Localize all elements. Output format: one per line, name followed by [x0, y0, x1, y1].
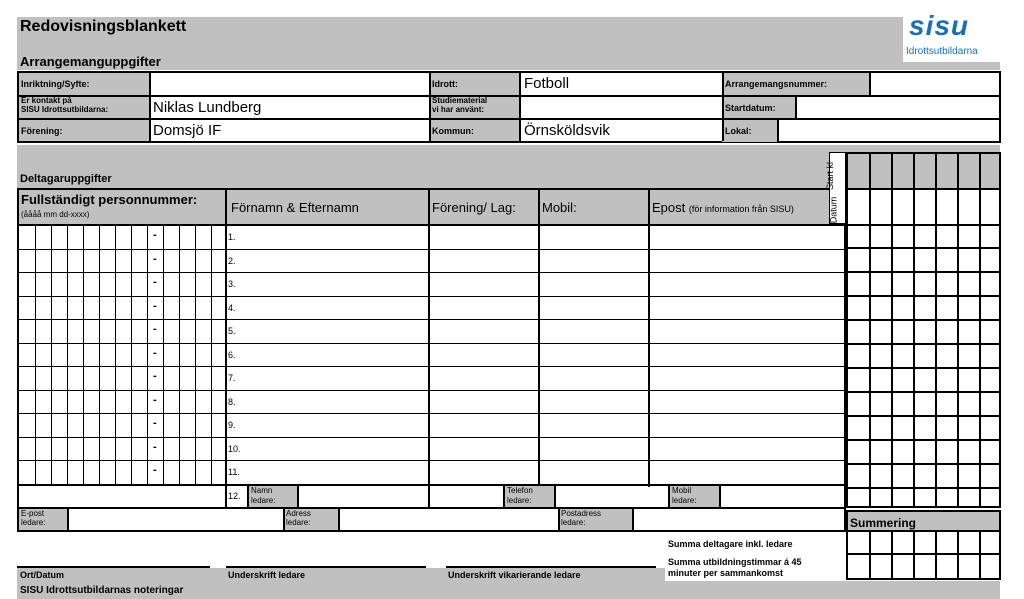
epost-ledare-label-2: ledare: — [21, 518, 46, 527]
mobil-ledare-label-cell — [668, 486, 721, 507]
forening-cell[interactable] — [430, 249, 538, 273]
forening-cell[interactable] — [430, 437, 538, 461]
row-number: 1. — [228, 232, 236, 242]
forening-cell[interactable] — [430, 319, 538, 343]
personnr-dash: - — [153, 370, 157, 382]
mobil-cell[interactable] — [540, 343, 648, 367]
namn-cell[interactable] — [235, 413, 428, 437]
postadress-ledare-label-1: Postadress — [561, 509, 602, 518]
arrangemangsnummer-label: Arrangemangsnummer: — [725, 79, 828, 89]
personnr-dash: - — [153, 276, 157, 288]
mobil-cell[interactable] — [540, 413, 648, 437]
underskrift-vikarie-label: Underskrift vikarierande ledare — [448, 570, 581, 580]
summa-deltagare-label: Summa deltagare inkl. ledare — [668, 539, 793, 549]
epost-cell[interactable] — [650, 319, 844, 343]
namn-cell[interactable] — [235, 319, 428, 343]
forening-cell[interactable] — [430, 296, 538, 320]
kommun-label: Kommun: — [432, 126, 474, 136]
epost-ledare-label-1: E-post — [21, 509, 45, 518]
datum-label: Datum — [828, 196, 839, 224]
personnr-dash: - — [153, 300, 157, 312]
form-title: Redovisningsblankett — [20, 18, 187, 35]
start-kl-label: Start kl — [825, 161, 836, 191]
personnr-dash: - — [153, 441, 157, 453]
mobil-cell[interactable] — [540, 249, 648, 273]
epost-cell[interactable] — [650, 366, 844, 390]
namn-ledare-label-cell — [247, 486, 299, 507]
mobil-cell[interactable] — [540, 390, 648, 414]
row-number: 10. — [228, 444, 241, 454]
startdatum-label: Startdatum: — [725, 103, 776, 113]
namn-ledare-label-1: Namn — [251, 486, 273, 495]
footer-band — [17, 581, 1000, 599]
sisu-logo — [903, 10, 1000, 62]
personnr-dash: - — [153, 229, 157, 241]
forening-label: Förening: — [21, 126, 63, 136]
namn-cell[interactable] — [235, 272, 428, 296]
namn-cell[interactable] — [235, 225, 428, 249]
mobil-cell[interactable] — [540, 272, 648, 296]
adress-ledare-label-2: ledare: — [286, 518, 311, 527]
footer-notes: SISU Idrottsutbildarnas noteringar — [20, 585, 184, 596]
row-number: 9. — [228, 420, 236, 430]
forening-field[interactable]: Domsjö IF — [153, 122, 222, 139]
logo-text: sisu — [909, 10, 970, 41]
forening-cell[interactable] — [430, 460, 538, 484]
kontakt-field[interactable]: Niklas Lundberg — [153, 99, 262, 116]
mobil-cell[interactable] — [540, 319, 648, 343]
kommun-field[interactable]: Örnsköldsvik — [524, 122, 610, 139]
epost-header-sub: (för information från SISU) — [688, 204, 794, 214]
forening-cell[interactable] — [430, 343, 538, 367]
inriktning-label: Inriktning/Syfte: — [21, 79, 90, 89]
mobil-cell[interactable] — [540, 460, 648, 484]
underskrift-ledare-label: Underskrift ledare — [228, 570, 306, 580]
epost-header — [652, 200, 794, 215]
epost-cell[interactable] — [650, 437, 844, 461]
logo-subtext: Idrottsutbildarna — [906, 46, 978, 57]
mobil-cell[interactable] — [540, 437, 648, 461]
epost-cell[interactable] — [650, 460, 844, 484]
personnr-subheader: (åååå mm dd-xxxx) — [21, 210, 90, 219]
namn-cell[interactable] — [235, 390, 428, 414]
personnr-dash: - — [153, 464, 157, 476]
epost-cell[interactable] — [650, 272, 844, 296]
namn-cell[interactable] — [235, 366, 428, 390]
participant-rows — [19, 225, 844, 507]
row-number: 11. — [228, 467, 240, 477]
personnr-dash: - — [153, 394, 157, 406]
row-number: 5. — [228, 326, 236, 336]
personnr-header: Fullständigt personnummer: — [21, 192, 198, 207]
namn-cell[interactable] — [235, 460, 428, 484]
row-number: 2. — [228, 256, 236, 266]
underskrift-ledare-line — [226, 566, 426, 568]
adress-ledare-label-1: Adress — [286, 509, 311, 518]
forening-cell[interactable] — [430, 413, 538, 437]
personnr-dash: - — [153, 347, 157, 359]
idrott-field[interactable]: Fotboll — [524, 75, 570, 92]
adress-ledare-field[interactable] — [341, 509, 557, 530]
epost-cell[interactable] — [650, 225, 844, 249]
studiematerial-field[interactable] — [522, 96, 720, 118]
startdatum-field[interactable] — [798, 96, 998, 118]
row-number: 4. — [228, 303, 236, 313]
studiematerial-label-1: Studiematerial — [432, 96, 488, 105]
kontakt-label-2: SISU Idrottsutbildarna: — [21, 105, 109, 114]
epost-ledare-field[interactable] — [70, 509, 282, 530]
row-number: 8. — [228, 397, 236, 407]
mobil-cell[interactable] — [540, 296, 648, 320]
epost-cell[interactable] — [650, 413, 844, 437]
summering-header — [846, 510, 1001, 532]
underskrift-vikarie-line — [446, 566, 656, 568]
namn-ledare-label-2: ledare: — [251, 496, 276, 505]
epost-cell[interactable] — [650, 296, 844, 320]
ort-datum-label: Ort/Datum — [20, 570, 65, 580]
mobil-ledare-label-2: ledare: — [672, 496, 697, 505]
mobil-header: Mobil: — [542, 200, 577, 215]
forening-cell[interactable] — [430, 390, 538, 414]
row-number: 6. — [228, 350, 236, 360]
forening-cell[interactable] — [430, 225, 538, 249]
summa-timmar-label-2: minuter per sammankomst — [668, 568, 784, 578]
studiematerial-label-2: vi har använt: — [432, 105, 485, 114]
summering-title: Summering — [850, 516, 917, 530]
ledare-row-2 — [17, 509, 846, 532]
namn-cell[interactable] — [235, 249, 428, 273]
namn-cell[interactable] — [235, 343, 428, 367]
epost-cell[interactable] — [650, 343, 844, 367]
epost-cell[interactable] — [650, 249, 844, 273]
forening-cell[interactable] — [430, 366, 538, 390]
epost-header-label: Epost — [652, 200, 686, 215]
kontakt-label-1: Er kontakt på — [21, 96, 72, 105]
mobil-cell[interactable] — [540, 225, 648, 249]
forening-header: Förening/ Lag: — [432, 200, 516, 215]
telefon-ledare-label-1: Telefon — [507, 486, 533, 495]
lokal-field[interactable] — [780, 120, 998, 142]
epost-cell[interactable] — [650, 390, 844, 414]
mobil-cell[interactable] — [540, 366, 648, 390]
namn-header: Förnamn & Efternamn — [231, 200, 359, 215]
summering-grid[interactable] — [846, 532, 1001, 580]
deltagare-heading: Deltagaruppgifter — [20, 173, 112, 185]
postadress-ledare-label-2: ledare: — [561, 518, 586, 527]
telefon-ledare-label-cell — [503, 486, 556, 507]
forening-cell[interactable] — [430, 272, 538, 296]
personnr-dash: - — [153, 323, 157, 335]
personnr-dash: - — [153, 417, 157, 429]
row-number: 3. — [228, 279, 236, 289]
participant-table — [17, 188, 846, 509]
idrott-label: Idrott: — [432, 79, 458, 89]
lokal-label: Lokal: — [725, 126, 752, 136]
namn-cell[interactable] — [235, 296, 428, 320]
summa-timmar-label-1: Summa utbildningstimmar á 45 — [668, 557, 802, 567]
personnr-dash: - — [153, 253, 157, 265]
mobil-ledare-label-1: Mobil — [672, 486, 692, 495]
arrangemang-heading: Arrangemanguppgifter — [20, 54, 161, 69]
arrangemangsnummer-field[interactable] — [872, 73, 999, 95]
postadress-ledare-field[interactable] — [635, 509, 844, 530]
namn-cell[interactable] — [235, 437, 428, 461]
inriktning-field[interactable] — [151, 73, 427, 95]
arrangemang-table — [17, 71, 1001, 143]
telefon-ledare-label-2: ledare: — [507, 496, 532, 505]
row-number: 7. — [228, 373, 236, 383]
row-number: 12. — [228, 491, 241, 501]
